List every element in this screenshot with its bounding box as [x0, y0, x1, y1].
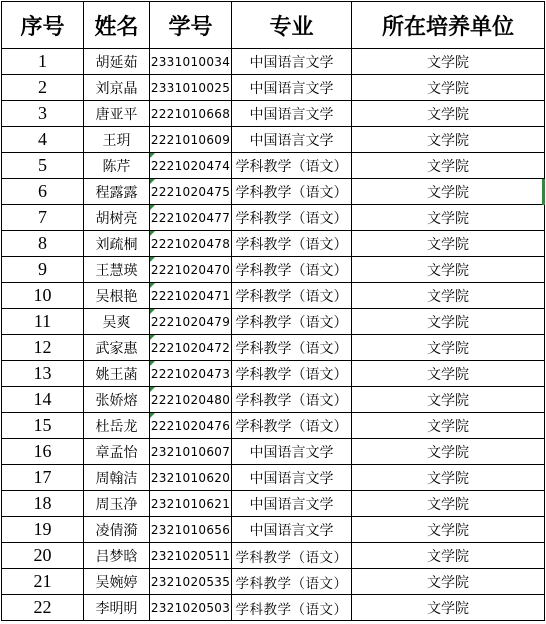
name-cell: 胡延茹: [84, 49, 150, 75]
major-cell: 学科教学（语文）: [232, 153, 352, 179]
name-cell: 吴根艳: [84, 283, 150, 309]
table-row: [2, 491, 545, 517]
major-cell: 中国语言文学: [232, 491, 352, 517]
name-cell: 陈芹: [84, 153, 150, 179]
major-cell: 中国语言文学: [232, 127, 352, 153]
table-row: [2, 257, 545, 283]
table-row: [2, 127, 545, 153]
header-name: 姓名: [84, 2, 150, 49]
table-row: [2, 387, 545, 413]
id-cell: 2221020470: [150, 257, 232, 283]
unit-cell: 文学院: [352, 153, 545, 179]
major-cell: 学科教学（语文）: [232, 413, 352, 439]
seq-cell: 14: [2, 387, 84, 413]
major-cell: 学科教学（语文）: [232, 231, 352, 257]
id-cell: 2321020503: [150, 595, 232, 621]
table-row: [2, 361, 545, 387]
id-cell: 2321020535: [150, 569, 232, 595]
name-cell: 刘疏桐: [84, 231, 150, 257]
seq-cell: 20: [2, 543, 84, 569]
id-cell: 2221020471: [150, 283, 232, 309]
table-row: [2, 439, 545, 465]
id-cell: 2221020475: [150, 179, 232, 205]
unit-cell: 文学院: [352, 569, 545, 595]
seq-cell: 3: [2, 101, 84, 127]
unit-cell: 文学院: [352, 257, 545, 283]
seq-cell: 5: [2, 153, 84, 179]
unit-cell: 文学院: [352, 49, 545, 75]
major-cell: 学科教学（语文）: [232, 335, 352, 361]
name-cell: 李明明: [84, 595, 150, 621]
table-row: [2, 335, 545, 361]
major-cell: 中国语言文学: [232, 465, 352, 491]
seq-cell: 22: [2, 595, 84, 621]
header-major: 专业: [232, 2, 352, 49]
id-cell: 2221020476: [150, 413, 232, 439]
unit-cell: 文学院: [352, 75, 545, 101]
seq-cell: 19: [2, 517, 84, 543]
unit-cell: 文学院: [352, 595, 545, 621]
seq-cell: 8: [2, 231, 84, 257]
id-cell: 2321020511: [150, 543, 232, 569]
table-row: [2, 465, 545, 491]
name-cell: 武家惠: [84, 335, 150, 361]
unit-cell: 文学院: [352, 335, 545, 361]
unit-cell: 文学院: [352, 283, 545, 309]
unit-cell: 文学院: [352, 491, 545, 517]
header-id: 学号: [150, 2, 232, 49]
id-cell: 2221020478: [150, 231, 232, 257]
name-cell: 吕梦晗: [84, 543, 150, 569]
id-cell: 2331010034: [150, 49, 232, 75]
major-cell: 中国语言文学: [232, 75, 352, 101]
seq-cell: 12: [2, 335, 84, 361]
unit-cell: 文学院: [352, 127, 545, 153]
major-cell: 中国语言文学: [232, 101, 352, 127]
id-cell: 2321010607: [150, 439, 232, 465]
id-cell: 2221020473: [150, 361, 232, 387]
major-cell: 中国语言文学: [232, 517, 352, 543]
major-cell: 中国语言文学: [232, 439, 352, 465]
cell-edge-marker: [542, 179, 545, 205]
seq-cell: 9: [2, 257, 84, 283]
name-cell: 刘京晶: [84, 75, 150, 101]
unit-cell: 文学院: [352, 413, 545, 439]
id-cell: 2221020477: [150, 205, 232, 231]
table-row: [2, 231, 545, 257]
seq-cell: 16: [2, 439, 84, 465]
table-row: [2, 75, 545, 101]
seq-cell: 13: [2, 361, 84, 387]
major-cell: 学科教学（语文）: [232, 595, 352, 621]
id-cell: 2221010668: [150, 101, 232, 127]
table-row: [2, 49, 545, 75]
student-table: [1, 1, 545, 621]
id-cell: 2321010621: [150, 491, 232, 517]
name-cell: 姚王菡: [84, 361, 150, 387]
major-cell: 学科教学（语文）: [232, 179, 352, 205]
name-cell: 吴婉婷: [84, 569, 150, 595]
table-row: [2, 595, 545, 621]
name-cell: 唐亚平: [84, 101, 150, 127]
id-cell: 2221010609: [150, 127, 232, 153]
unit-cell: 文学院: [352, 179, 545, 205]
table-row: [2, 153, 545, 179]
table-row: [2, 543, 545, 569]
major-cell: 学科教学（语文）: [232, 361, 352, 387]
major-cell: 学科教学（语文）: [232, 569, 352, 595]
table-row: [2, 517, 545, 543]
seq-cell: 15: [2, 413, 84, 439]
header-row: [2, 2, 545, 49]
table-row: [2, 283, 545, 309]
id-cell: 2321010656: [150, 517, 232, 543]
major-cell: 学科教学（语文）: [232, 309, 352, 335]
name-cell: 程露露: [84, 179, 150, 205]
name-cell: 杜岳龙: [84, 413, 150, 439]
unit-cell: 文学院: [352, 387, 545, 413]
id-cell: 2221020480: [150, 387, 232, 413]
header-unit: 所在培养单位: [352, 2, 545, 49]
seq-cell: 7: [2, 205, 84, 231]
name-cell: 王玥: [84, 127, 150, 153]
header-seq: 序号: [2, 2, 84, 49]
name-cell: 吴爽: [84, 309, 150, 335]
name-cell: 王慧瑛: [84, 257, 150, 283]
name-cell: 张娇熔: [84, 387, 150, 413]
table-row: [2, 569, 545, 595]
table-row: [2, 179, 545, 205]
id-cell: 2221020479: [150, 309, 232, 335]
major-cell: 学科教学（语文）: [232, 387, 352, 413]
unit-cell: 文学院: [352, 101, 545, 127]
unit-cell: 文学院: [352, 361, 545, 387]
seq-cell: 1: [2, 49, 84, 75]
table-row: [2, 205, 545, 231]
id-cell: 2331010025: [150, 75, 232, 101]
unit-cell: 文学院: [352, 543, 545, 569]
major-cell: 学科教学（语文）: [232, 205, 352, 231]
seq-cell: 6: [2, 179, 84, 205]
name-cell: 凌倩漪: [84, 517, 150, 543]
table-row: [2, 309, 545, 335]
table-row: [2, 101, 545, 127]
id-cell: 2221020474: [150, 153, 232, 179]
id-cell: 2321010620: [150, 465, 232, 491]
table-row: [2, 413, 545, 439]
name-cell: 周玉净: [84, 491, 150, 517]
major-cell: 学科教学（语文）: [232, 543, 352, 569]
unit-cell: 文学院: [352, 231, 545, 257]
unit-cell: 文学院: [352, 517, 545, 543]
name-cell: 章孟怡: [84, 439, 150, 465]
seq-cell: 2: [2, 75, 84, 101]
seq-cell: 18: [2, 491, 84, 517]
name-cell: 胡树亮: [84, 205, 150, 231]
unit-cell: 文学院: [352, 439, 545, 465]
major-cell: 学科教学（语文）: [232, 283, 352, 309]
major-cell: 中国语言文学: [232, 49, 352, 75]
seq-cell: 11: [2, 309, 84, 335]
unit-cell: 文学院: [352, 465, 545, 491]
unit-cell: 文学院: [352, 309, 545, 335]
name-cell: 周翰洁: [84, 465, 150, 491]
seq-cell: 4: [2, 127, 84, 153]
seq-cell: 21: [2, 569, 84, 595]
major-cell: 学科教学（语文）: [232, 257, 352, 283]
unit-cell: 文学院: [352, 205, 545, 231]
id-cell: 2221020472: [150, 335, 232, 361]
seq-cell: 17: [2, 465, 84, 491]
seq-cell: 10: [2, 283, 84, 309]
